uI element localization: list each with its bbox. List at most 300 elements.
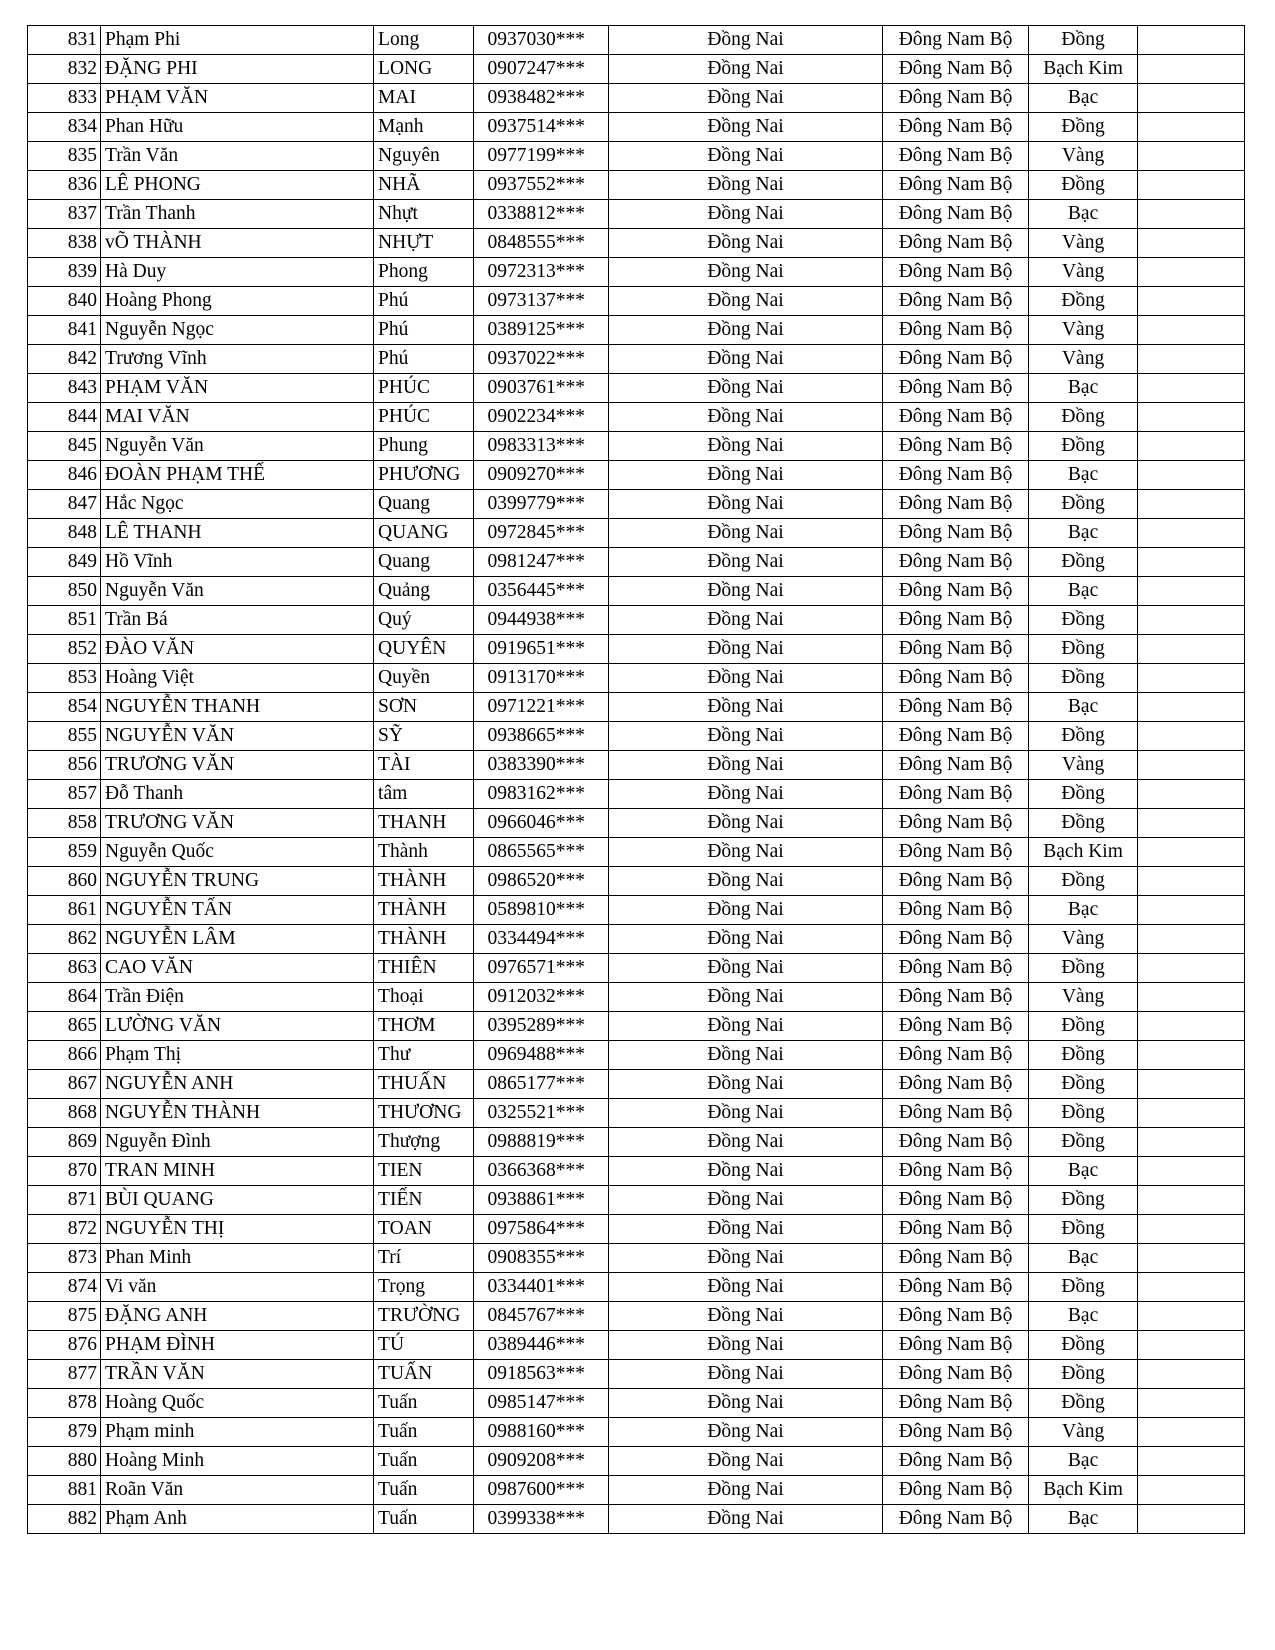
winners-table (27, 25, 1245, 1534)
province-cell: Đồng Nai (608, 403, 882, 432)
last-middle-name-cell: Hà Duy (101, 258, 374, 287)
table-row (28, 55, 1245, 84)
last-middle-name-cell: PHẠM ĐÌNH (101, 1331, 374, 1360)
prize-tier-cell: Bạc (1029, 200, 1138, 229)
first-name-cell: Tuấn (374, 1389, 473, 1418)
prize-tier-cell: Đồng (1029, 113, 1138, 142)
empty-note-cell (1138, 113, 1245, 142)
phone-number-cell: 0944938*** (473, 606, 608, 635)
last-middle-name-cell: Phạm Phi (101, 26, 374, 55)
province-cell: Đồng Nai (608, 780, 882, 809)
province-cell: Đồng Nai (608, 722, 882, 751)
prize-tier-cell: Đồng (1029, 1070, 1138, 1099)
phone-number-cell: 0913170*** (473, 664, 608, 693)
province-cell: Đồng Nai (608, 200, 882, 229)
row-number-cell: 877 (28, 1360, 101, 1389)
region-cell: Đông Nam Bộ (883, 983, 1029, 1012)
row-number-cell: 871 (28, 1186, 101, 1215)
row-number-cell: 832 (28, 55, 101, 84)
empty-note-cell (1138, 1505, 1245, 1534)
province-cell: Đồng Nai (608, 1331, 882, 1360)
first-name-cell: NHÃ (374, 171, 473, 200)
region-cell: Đông Nam Bộ (883, 55, 1029, 84)
prize-tier-cell: Vàng (1029, 983, 1138, 1012)
first-name-cell: THIÊN (374, 954, 473, 983)
first-name-cell: SƠN (374, 693, 473, 722)
region-cell: Đông Nam Bộ (883, 577, 1029, 606)
prize-tier-cell: Đồng (1029, 1360, 1138, 1389)
first-name-cell: Quyền (374, 664, 473, 693)
empty-note-cell (1138, 1331, 1245, 1360)
table-row (28, 1389, 1245, 1418)
phone-number-cell: 0937514*** (473, 113, 608, 142)
row-number-cell: 846 (28, 461, 101, 490)
region-cell: Đông Nam Bộ (883, 751, 1029, 780)
last-middle-name-cell: LÊ THANH (101, 519, 374, 548)
row-number-cell: 847 (28, 490, 101, 519)
region-cell: Đông Nam Bộ (883, 490, 1029, 519)
row-number-cell: 833 (28, 84, 101, 113)
row-number-cell: 840 (28, 287, 101, 316)
region-cell: Đông Nam Bộ (883, 287, 1029, 316)
province-cell: Đồng Nai (608, 867, 882, 896)
prize-tier-cell: Đồng (1029, 1041, 1138, 1070)
prize-tier-cell: Đồng (1029, 867, 1138, 896)
last-middle-name-cell: Phạm Thị (101, 1041, 374, 1070)
row-number-cell: 867 (28, 1070, 101, 1099)
first-name-cell: Thoại (374, 983, 473, 1012)
province-cell: Đồng Nai (608, 1389, 882, 1418)
table-row (28, 1157, 1245, 1186)
prize-tier-cell: Đồng (1029, 171, 1138, 200)
table-row (28, 461, 1245, 490)
phone-number-cell: 0848555*** (473, 229, 608, 258)
first-name-cell: NHỰT (374, 229, 473, 258)
row-number-cell: 857 (28, 780, 101, 809)
province-cell: Đồng Nai (608, 1418, 882, 1447)
last-middle-name-cell: Phạm Anh (101, 1505, 374, 1534)
row-number-cell: 831 (28, 26, 101, 55)
table-row (28, 1186, 1245, 1215)
first-name-cell: Quảng (374, 577, 473, 606)
province-cell: Đồng Nai (608, 983, 882, 1012)
prize-tier-cell: Đồng (1029, 606, 1138, 635)
phone-number-cell: 0334494*** (473, 925, 608, 954)
row-number-cell: 860 (28, 867, 101, 896)
phone-number-cell: 0389125*** (473, 316, 608, 345)
phone-number-cell: 0972845*** (473, 519, 608, 548)
last-middle-name-cell: Nguyễn Quốc (101, 838, 374, 867)
province-cell: Đồng Nai (608, 809, 882, 838)
table-row (28, 316, 1245, 345)
last-middle-name-cell: NGUYỄN VĂN (101, 722, 374, 751)
table-row (28, 1215, 1245, 1244)
region-cell: Đông Nam Bộ (883, 896, 1029, 925)
empty-note-cell (1138, 1360, 1245, 1389)
phone-number-cell: 0983162*** (473, 780, 608, 809)
last-middle-name-cell: TRƯƠNG VĂN (101, 809, 374, 838)
row-number-cell: 862 (28, 925, 101, 954)
empty-note-cell (1138, 1128, 1245, 1157)
table-row (28, 635, 1245, 664)
prize-tier-cell: Bạch Kim (1029, 1476, 1138, 1505)
empty-note-cell (1138, 403, 1245, 432)
last-middle-name-cell: Vi văn (101, 1273, 374, 1302)
first-name-cell: THƠM (374, 1012, 473, 1041)
first-name-cell: Nhựt (374, 200, 473, 229)
province-cell: Đồng Nai (608, 316, 882, 345)
first-name-cell: Quang (374, 548, 473, 577)
first-name-cell: Phung (374, 432, 473, 461)
prize-tier-cell: Bạch Kim (1029, 838, 1138, 867)
row-number-cell: 873 (28, 1244, 101, 1273)
last-middle-name-cell: TRƯƠNG VĂN (101, 751, 374, 780)
table-row (28, 403, 1245, 432)
province-cell: Đồng Nai (608, 345, 882, 374)
phone-number-cell: 0937030*** (473, 26, 608, 55)
first-name-cell: TÀI (374, 751, 473, 780)
empty-note-cell (1138, 432, 1245, 461)
region-cell: Đông Nam Bộ (883, 1041, 1029, 1070)
last-middle-name-cell: PHẠM VĂN (101, 374, 374, 403)
first-name-cell: Tuấn (374, 1476, 473, 1505)
region-cell: Đông Nam Bộ (883, 1244, 1029, 1273)
last-middle-name-cell: Đỗ Thanh (101, 780, 374, 809)
last-middle-name-cell: Nguyễn Văn (101, 432, 374, 461)
last-middle-name-cell: NGUYỄN TẤN (101, 896, 374, 925)
last-middle-name-cell: NGUYỄN ANH (101, 1070, 374, 1099)
row-number-cell: 845 (28, 432, 101, 461)
prize-tier-cell: Bạc (1029, 1505, 1138, 1534)
row-number-cell: 852 (28, 635, 101, 664)
prize-tier-cell: Vàng (1029, 1418, 1138, 1447)
table-row (28, 345, 1245, 374)
last-middle-name-cell: TRẦN VĂN (101, 1360, 374, 1389)
phone-number-cell: 0972313*** (473, 258, 608, 287)
first-name-cell: Thượng (374, 1128, 473, 1157)
empty-note-cell (1138, 722, 1245, 751)
prize-tier-cell: Đồng (1029, 1331, 1138, 1360)
prize-tier-cell: Đồng (1029, 1273, 1138, 1302)
empty-note-cell (1138, 925, 1245, 954)
last-middle-name-cell: NGUYỄN THỊ (101, 1215, 374, 1244)
table-row (28, 954, 1245, 983)
region-cell: Đông Nam Bộ (883, 1128, 1029, 1157)
phone-number-cell: 0983313*** (473, 432, 608, 461)
province-cell: Đồng Nai (608, 229, 882, 258)
phone-number-cell: 0383390*** (473, 751, 608, 780)
phone-number-cell: 0338812*** (473, 200, 608, 229)
phone-number-cell: 0909208*** (473, 1447, 608, 1476)
table-row (28, 1273, 1245, 1302)
region-cell: Đông Nam Bộ (883, 84, 1029, 113)
empty-note-cell (1138, 954, 1245, 983)
row-number-cell: 876 (28, 1331, 101, 1360)
last-middle-name-cell: ĐÀO VĂN (101, 635, 374, 664)
phone-number-cell: 0987600*** (473, 1476, 608, 1505)
last-middle-name-cell: Nguyễn Ngọc (101, 316, 374, 345)
table-row (28, 896, 1245, 925)
empty-note-cell (1138, 1476, 1245, 1505)
table-row (28, 229, 1245, 258)
prize-tier-cell: Đồng (1029, 1128, 1138, 1157)
row-number-cell: 859 (28, 838, 101, 867)
empty-note-cell (1138, 577, 1245, 606)
last-middle-name-cell: BÙI QUANG (101, 1186, 374, 1215)
empty-note-cell (1138, 664, 1245, 693)
last-middle-name-cell: LƯỜNG VĂN (101, 1012, 374, 1041)
province-cell: Đồng Nai (608, 84, 882, 113)
phone-number-cell: 0334401*** (473, 1273, 608, 1302)
empty-note-cell (1138, 1041, 1245, 1070)
last-middle-name-cell: NGUYỄN THANH (101, 693, 374, 722)
region-cell: Đông Nam Bộ (883, 635, 1029, 664)
region-cell: Đông Nam Bộ (883, 1302, 1029, 1331)
table-row (28, 838, 1245, 867)
row-number-cell: 869 (28, 1128, 101, 1157)
phone-number-cell: 0988160*** (473, 1418, 608, 1447)
region-cell: Đông Nam Bộ (883, 258, 1029, 287)
row-number-cell: 865 (28, 1012, 101, 1041)
province-cell: Đồng Nai (608, 55, 882, 84)
table-row (28, 1070, 1245, 1099)
prize-tier-cell: Đồng (1029, 432, 1138, 461)
first-name-cell: Trí (374, 1244, 473, 1273)
first-name-cell: Tuấn (374, 1418, 473, 1447)
last-middle-name-cell: Trần Bá (101, 606, 374, 635)
prize-tier-cell: Đồng (1029, 1186, 1138, 1215)
region-cell: Đông Nam Bộ (883, 1273, 1029, 1302)
empty-note-cell (1138, 1012, 1245, 1041)
province-cell: Đồng Nai (608, 1447, 882, 1476)
region-cell: Đông Nam Bộ (883, 374, 1029, 403)
last-middle-name-cell: Hoàng Quốc (101, 1389, 374, 1418)
last-middle-name-cell: MAI VĂN (101, 403, 374, 432)
province-cell: Đồng Nai (608, 1012, 882, 1041)
row-number-cell: 839 (28, 258, 101, 287)
province-cell: Đồng Nai (608, 1360, 882, 1389)
first-name-cell: MAI (374, 84, 473, 113)
row-number-cell: 856 (28, 751, 101, 780)
table-row (28, 548, 1245, 577)
prize-tier-cell: Bạc (1029, 577, 1138, 606)
phone-number-cell: 0919651*** (473, 635, 608, 664)
table-row (28, 780, 1245, 809)
empty-note-cell (1138, 374, 1245, 403)
phone-number-cell: 0938482*** (473, 84, 608, 113)
first-name-cell: tâm (374, 780, 473, 809)
region-cell: Đông Nam Bộ (883, 1360, 1029, 1389)
province-cell: Đồng Nai (608, 577, 882, 606)
phone-number-cell: 0988819*** (473, 1128, 608, 1157)
phone-number-cell: 0912032*** (473, 983, 608, 1012)
first-name-cell: Tuấn (374, 1447, 473, 1476)
prize-tier-cell: Vàng (1029, 345, 1138, 374)
region-cell: Đông Nam Bộ (883, 1505, 1029, 1534)
last-middle-name-cell: CAO VĂN (101, 954, 374, 983)
phone-number-cell: 0969488*** (473, 1041, 608, 1070)
table-row (28, 751, 1245, 780)
empty-note-cell (1138, 1070, 1245, 1099)
prize-tier-cell: Bạc (1029, 374, 1138, 403)
empty-note-cell (1138, 780, 1245, 809)
table-row (28, 1302, 1245, 1331)
last-middle-name-cell: Phạm minh (101, 1418, 374, 1447)
table-row (28, 722, 1245, 751)
row-number-cell: 858 (28, 809, 101, 838)
table-row (28, 26, 1245, 55)
province-cell: Đồng Nai (608, 26, 882, 55)
empty-note-cell (1138, 1244, 1245, 1273)
phone-number-cell: 0902234*** (473, 403, 608, 432)
phone-number-cell: 0986520*** (473, 867, 608, 896)
empty-note-cell (1138, 55, 1245, 84)
table-row (28, 1099, 1245, 1128)
table-row (28, 1418, 1245, 1447)
table-row (28, 113, 1245, 142)
first-name-cell: THÀNH (374, 867, 473, 896)
province-cell: Đồng Nai (608, 1041, 882, 1070)
prize-tier-cell: Vàng (1029, 229, 1138, 258)
last-middle-name-cell: PHẠM VĂN (101, 84, 374, 113)
last-middle-name-cell: Trần Thanh (101, 200, 374, 229)
phone-number-cell: 0325521*** (473, 1099, 608, 1128)
empty-note-cell (1138, 1389, 1245, 1418)
last-middle-name-cell: Hắc Ngọc (101, 490, 374, 519)
province-cell: Đồng Nai (608, 490, 882, 519)
province-cell: Đồng Nai (608, 896, 882, 925)
prize-tier-cell: Vàng (1029, 142, 1138, 171)
province-cell: Đồng Nai (608, 1273, 882, 1302)
province-cell: Đồng Nai (608, 1302, 882, 1331)
empty-note-cell (1138, 26, 1245, 55)
province-cell: Đồng Nai (608, 287, 882, 316)
region-cell: Đông Nam Bộ (883, 1418, 1029, 1447)
empty-note-cell (1138, 896, 1245, 925)
region-cell: Đông Nam Bộ (883, 1331, 1029, 1360)
phone-number-cell: 0937022*** (473, 345, 608, 374)
first-name-cell: LONG (374, 55, 473, 84)
table-row (28, 519, 1245, 548)
region-cell: Đông Nam Bộ (883, 1070, 1029, 1099)
empty-note-cell (1138, 983, 1245, 1012)
region-cell: Đông Nam Bộ (883, 432, 1029, 461)
empty-note-cell (1138, 490, 1245, 519)
row-number-cell: 872 (28, 1215, 101, 1244)
prize-tier-cell: Đồng (1029, 287, 1138, 316)
last-middle-name-cell: ĐẶNG ANH (101, 1302, 374, 1331)
province-cell: Đồng Nai (608, 693, 882, 722)
region-cell: Đông Nam Bộ (883, 171, 1029, 200)
phone-number-cell: 0971221*** (473, 693, 608, 722)
last-middle-name-cell: Nguyễn Văn (101, 577, 374, 606)
region-cell: Đông Nam Bộ (883, 548, 1029, 577)
last-middle-name-cell: Trần Điện (101, 983, 374, 1012)
table-row (28, 432, 1245, 461)
region-cell: Đông Nam Bộ (883, 838, 1029, 867)
empty-note-cell (1138, 229, 1245, 258)
region-cell: Đông Nam Bộ (883, 461, 1029, 490)
table-row (28, 1447, 1245, 1476)
row-number-cell: 849 (28, 548, 101, 577)
region-cell: Đông Nam Bộ (883, 519, 1029, 548)
phone-number-cell: 0907247*** (473, 55, 608, 84)
province-cell: Đồng Nai (608, 1476, 882, 1505)
region-cell: Đông Nam Bộ (883, 693, 1029, 722)
province-cell: Đồng Nai (608, 1505, 882, 1534)
row-number-cell: 855 (28, 722, 101, 751)
row-number-cell: 842 (28, 345, 101, 374)
first-name-cell: Phú (374, 345, 473, 374)
empty-note-cell (1138, 838, 1245, 867)
phone-number-cell: 0865177*** (473, 1070, 608, 1099)
table-row (28, 1012, 1245, 1041)
region-cell: Đông Nam Bộ (883, 722, 1029, 751)
first-name-cell: TRƯỜNG (374, 1302, 473, 1331)
region-cell: Đông Nam Bộ (883, 345, 1029, 374)
empty-note-cell (1138, 84, 1245, 113)
first-name-cell: Quý (374, 606, 473, 635)
empty-note-cell (1138, 258, 1245, 287)
province-cell: Đồng Nai (608, 519, 882, 548)
prize-tier-cell: Đồng (1029, 1099, 1138, 1128)
empty-note-cell (1138, 200, 1245, 229)
last-middle-name-cell: Phan Hữu (101, 113, 374, 142)
region-cell: Đông Nam Bộ (883, 1389, 1029, 1418)
first-name-cell: Quang (374, 490, 473, 519)
row-number-cell: 836 (28, 171, 101, 200)
first-name-cell: Tuấn (374, 1505, 473, 1534)
row-number-cell: 864 (28, 983, 101, 1012)
province-cell: Đồng Nai (608, 1244, 882, 1273)
province-cell: Đồng Nai (608, 1099, 882, 1128)
last-middle-name-cell: Hoàng Việt (101, 664, 374, 693)
empty-note-cell (1138, 1186, 1245, 1215)
region-cell: Đông Nam Bộ (883, 867, 1029, 896)
last-middle-name-cell: ĐẶNG PHI (101, 55, 374, 84)
table-row (28, 983, 1245, 1012)
table-row (28, 577, 1245, 606)
province-cell: Đồng Nai (608, 461, 882, 490)
table-row (28, 490, 1245, 519)
province-cell: Đồng Nai (608, 432, 882, 461)
prize-tier-cell: Bạc (1029, 693, 1138, 722)
table-row (28, 606, 1245, 635)
first-name-cell: Mạnh (374, 113, 473, 142)
table-row (28, 200, 1245, 229)
last-middle-name-cell: Hồ Vĩnh (101, 548, 374, 577)
table-row (28, 374, 1245, 403)
first-name-cell: TUẤN (374, 1360, 473, 1389)
row-number-cell: 879 (28, 1418, 101, 1447)
prize-tier-cell: Bạc (1029, 896, 1138, 925)
prize-tier-cell: Đồng (1029, 1012, 1138, 1041)
first-name-cell: Thành (374, 838, 473, 867)
row-number-cell: 843 (28, 374, 101, 403)
last-middle-name-cell: vÕ THÀNH (101, 229, 374, 258)
prize-tier-cell: Đồng (1029, 635, 1138, 664)
row-number-cell: 861 (28, 896, 101, 925)
phone-number-cell: 0966046*** (473, 809, 608, 838)
first-name-cell: QUYÊN (374, 635, 473, 664)
region-cell: Đông Nam Bộ (883, 1476, 1029, 1505)
province-cell: Đồng Nai (608, 258, 882, 287)
region-cell: Đông Nam Bộ (883, 664, 1029, 693)
region-cell: Đông Nam Bộ (883, 26, 1029, 55)
table-row (28, 809, 1245, 838)
first-name-cell: THUẤN (374, 1070, 473, 1099)
first-name-cell: Phú (374, 287, 473, 316)
